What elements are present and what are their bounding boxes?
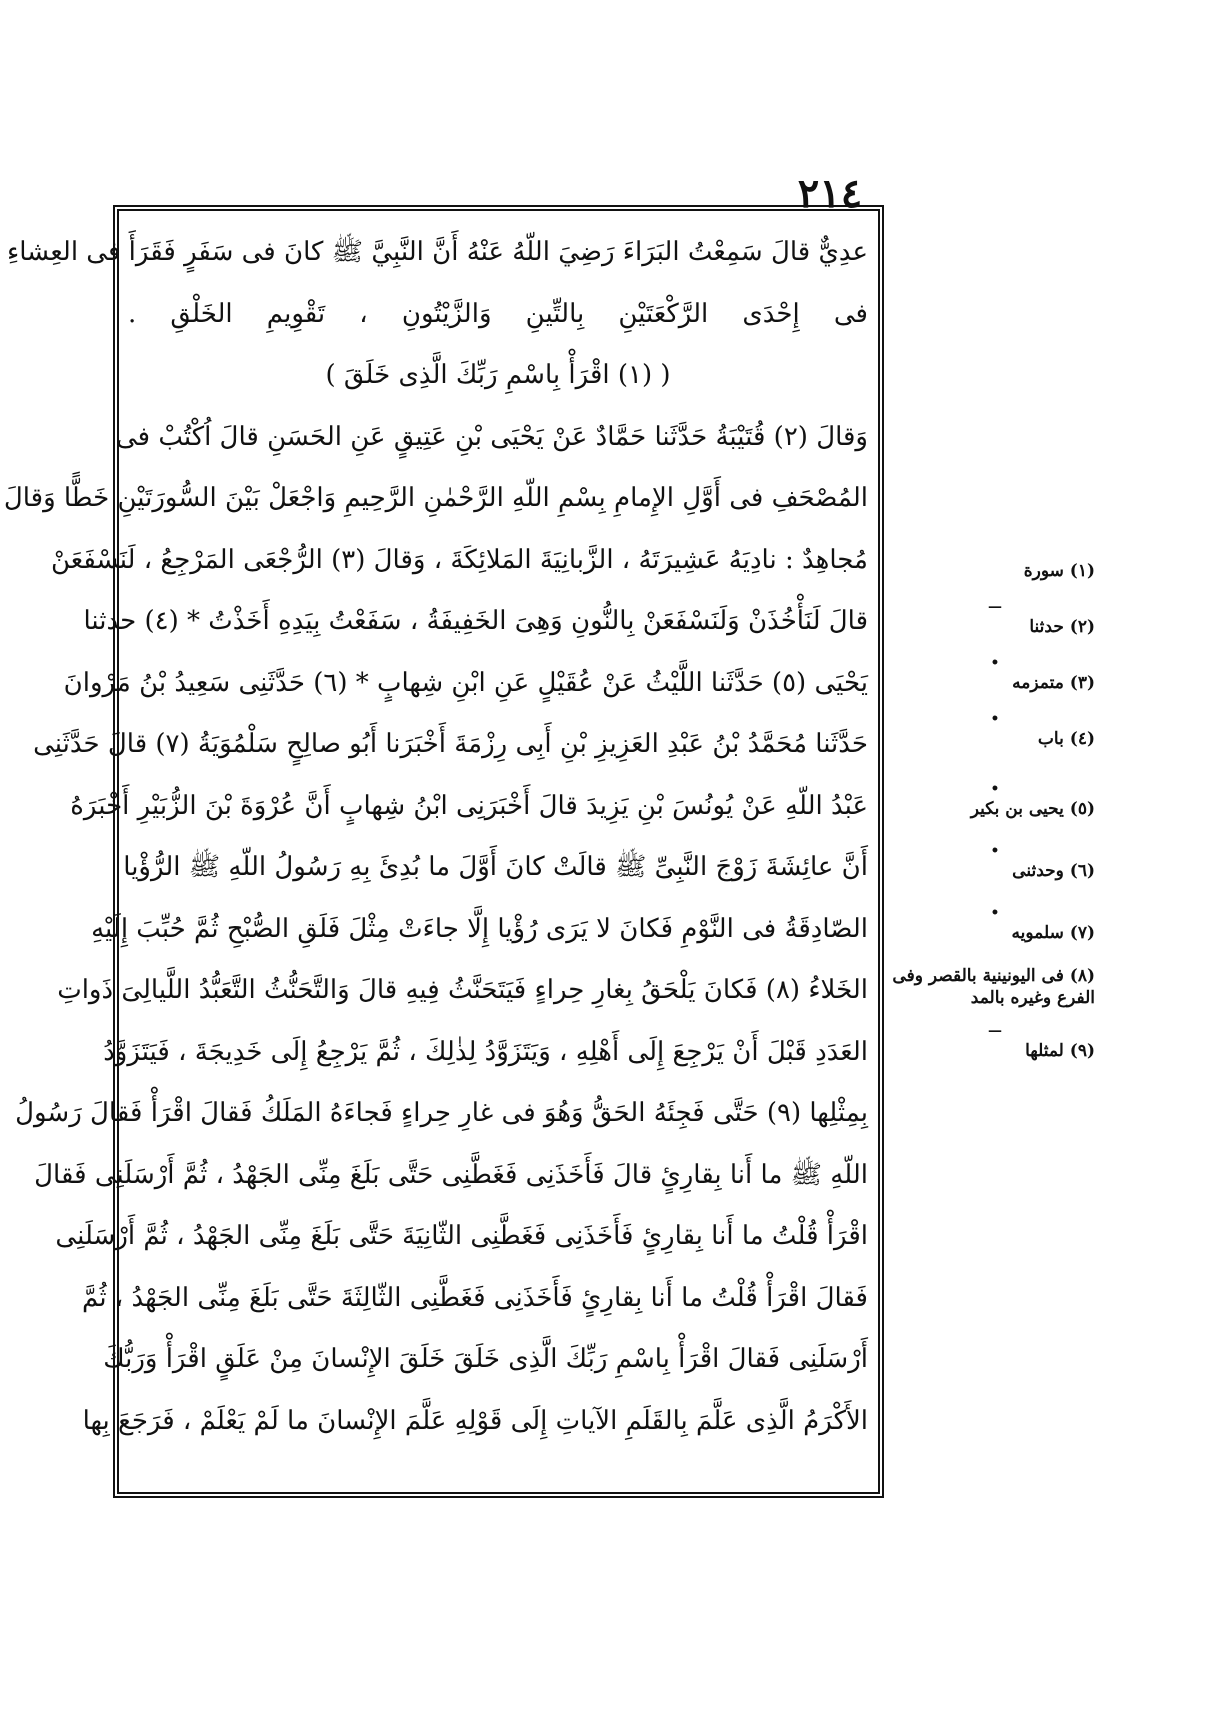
text-line: بِمِثْلِها (٩) حَتَّى فَجِئَهُ الحَقُّ وَهُوَ فى غارِ حِراءٍ فَجاءَهُ المَلَكُ فَقالَ اقْرَأْ فَقالَ رَسُولُ bbox=[15, 1098, 868, 1128]
text-line: فَقالَ اقْرَأْ قُلْتُ ما أَنا بِقارِئٍ فَأَخَذَنِى فَغَطَّنِى الثّالِثَةَ حَتَّى بَلَغَ مِنِّى الجَهْدُ ، ثُمَّ bbox=[82, 1282, 868, 1313]
margin-note: • (٣) متمزمه bbox=[990, 655, 1095, 693]
text-line: العَدَدِ قَبْلَ أَنْ يَرْجِعَ إِلَى أَهْلِهِ ، وَيَتَزَوَّدُ لِذٰلِكَ ، ثُمَّ يَرْجِعُ إِلَى خَدِيجَةَ ، فَيَتَزَوَّدُ bbox=[103, 1036, 868, 1067]
text-line: الصّادِقَةُ فى النَّوْمِ فَكانَ لا يَرَى رُؤْيا إِلَّا جاءَتْ مِثْلَ فَلَقِ الصُّبْحِ ثُمَّ حُبِّبَ إِلَيْهِ bbox=[91, 913, 868, 944]
text-line: يَحْيَى (٥) حَدَّثَنا اللَّيْثُ عَنْ عُقَيْلٍ عَنِ ابْنِ شِهابٍ * (٦) حَدَّثَنِى سَعِيدُ بْنُ مَرْوانَ bbox=[63, 667, 868, 698]
text-line: أَنَّ عائِشَةَ زَوْجَ النَّبِىِّ ﷺ قالَتْ كانَ أَوَّلَ ما بُدِئَ بِهِ رَسُولُ اللّهِ ﷺ الرُّؤْيا bbox=[123, 852, 868, 882]
margin-note: (٨) فى اليونينية بالقصر وفى الفرع وغيره بالمد bbox=[892, 966, 1095, 1008]
main-text-block bbox=[3, 222, 868, 1484]
text-line: عدِيٌّ قالَ سَمِعْتُ البَرَاءَ رَضِيَ اللّهُ عَنْهُ أَنَّ النَّبِيَّ ﷺ كانَ فى سَفَرٍ فَقَرَأَ فى العِشاءِ bbox=[7, 237, 868, 267]
text-line: أَرْسَلَنِى فَقالَ اقْرَأْ بِاسْمِ رَبِّكَ الَّذِى خَلَقَ خَلَقَ الإِنْسانَ مِنْ عَلَقٍ اقْرَأْ وَرَبُّكَ bbox=[103, 1344, 868, 1374]
text-line: المُصْحَفِ فى أَوَّلِ الإِمامِ بِسْمِ اللّهِ الرَّحْمٰنِ الرَّحِيمِ وَاجْعَلْ بَيْنَ السُّورَتَيْنِ خَطًّا وَقالَ bbox=[3, 483, 868, 513]
text-line: اقْرَأْ قُلْتُ ما أَنا بِقارِئٍ فَأَخَذَنِى فَغَطَّنِى الثّانِيَةَ حَتَّى بَلَغَ مِنِّى الجَهْدُ ، ثُمَّ أَرْسَلَنِى bbox=[55, 1221, 868, 1251]
margin-note: — (٩) لمثلها bbox=[988, 1023, 1095, 1061]
margin-notes bbox=[890, 560, 1095, 1160]
margin-note: • (٤) باب bbox=[990, 711, 1095, 749]
text-line: اللّهِ ﷺ ما أَنا بِقارِئٍ قالَ فَأَخَذَنِى فَغَطَّنِى حَتَّى بَلَغَ مِنِّى الجَهْدُ ، ثُمَّ أَرْسَلَنِى فَقالَ bbox=[34, 1159, 868, 1190]
surah-heading: ( (١) اقْرَأْ بِاسْمِ رَبِّكَ الَّذِى خَلَقَ ) bbox=[325, 360, 671, 390]
text-line: مُجاهِدٌ : نادِيَهُ عَشِيرَتَهُ ، الزَّبانِيَةَ المَلائِكَةَ ، وَقالَ (٣) الرُّجْعَى المَرْجِعُ ، لَنَسْفَعَنْ bbox=[51, 544, 868, 575]
margin-note: — (٢) حدثنا bbox=[988, 599, 1095, 637]
text-line: عَبْدُ اللّهِ عَنْ يُونُسَ بْنِ يَزِيدَ قالَ أَخْبَرَنِى ابْنُ شِهابٍ أَنَّ عُرْوَةَ بْنَ الزُّبَيْرِ أَخْبَرَهُ bbox=[70, 790, 868, 821]
margin-note: (١) سورة bbox=[1023, 561, 1095, 581]
margin-note: • (٧) سلمويه bbox=[990, 905, 1095, 943]
text-line: وَقالَ (٢) قُتَيْبَةُ حَدَّثَنا حَمَّادٌ عَنْ يَحْيَى بْنِ عَتِيقٍ عَنِ الحَسَنِ قالَ اُكْتُبْ فى bbox=[115, 421, 868, 452]
page-number: ٢١٤ bbox=[797, 170, 863, 217]
text-line: فى إِحْدَى الرَّكْعَتَيْنِ بِالتِّينِ وَالزَّيْتُونِ ، تَقْوِيمِ الخَلْقِ . bbox=[128, 298, 868, 329]
text-line: حَدَّثَنا مُحَمَّدُ بْنُ عَبْدِ العَزِيزِ بْنِ أَبِى رِزْمَةَ أَخْبَرَنا أَبُو صالِحٍ سَلْمُوَيَةُ (٧) قالَ حَدَّثَنِى bbox=[33, 729, 868, 759]
text-line: الخَلاءُ (٨) فَكانَ يَلْحَقُ بِغارِ حِراءٍ فَيَتَحَنَّثُ فِيهِ قالَ وَالتَّحَنُّثُ التَّعَبُّدُ اللَّيالِىَ ذَواتِ bbox=[57, 975, 868, 1005]
text-line: قالَ لَنَأْخُذَنْ وَلَنَسْفَعَنْ بِالنُّونِ وَهِىَ الخَفِيفَةُ ، سَفَعْتُ بِيَدِهِ أَخَذْتُ * (٤) حدثنا bbox=[83, 606, 868, 636]
text-line: الأَكْرَمُ الَّذِى عَلَّمَ بِالقَلَمِ الآياتِ إِلَى قَوْلِهِ عَلَّمَ الإِنْسانَ ما لَمْ يَعْلَمْ ، فَرَجَعَ بِها bbox=[82, 1405, 868, 1436]
margin-note: • (٥) يحيى بن بكير bbox=[970, 781, 1095, 819]
margin-note: • (٦) وحدثنى bbox=[990, 843, 1095, 881]
